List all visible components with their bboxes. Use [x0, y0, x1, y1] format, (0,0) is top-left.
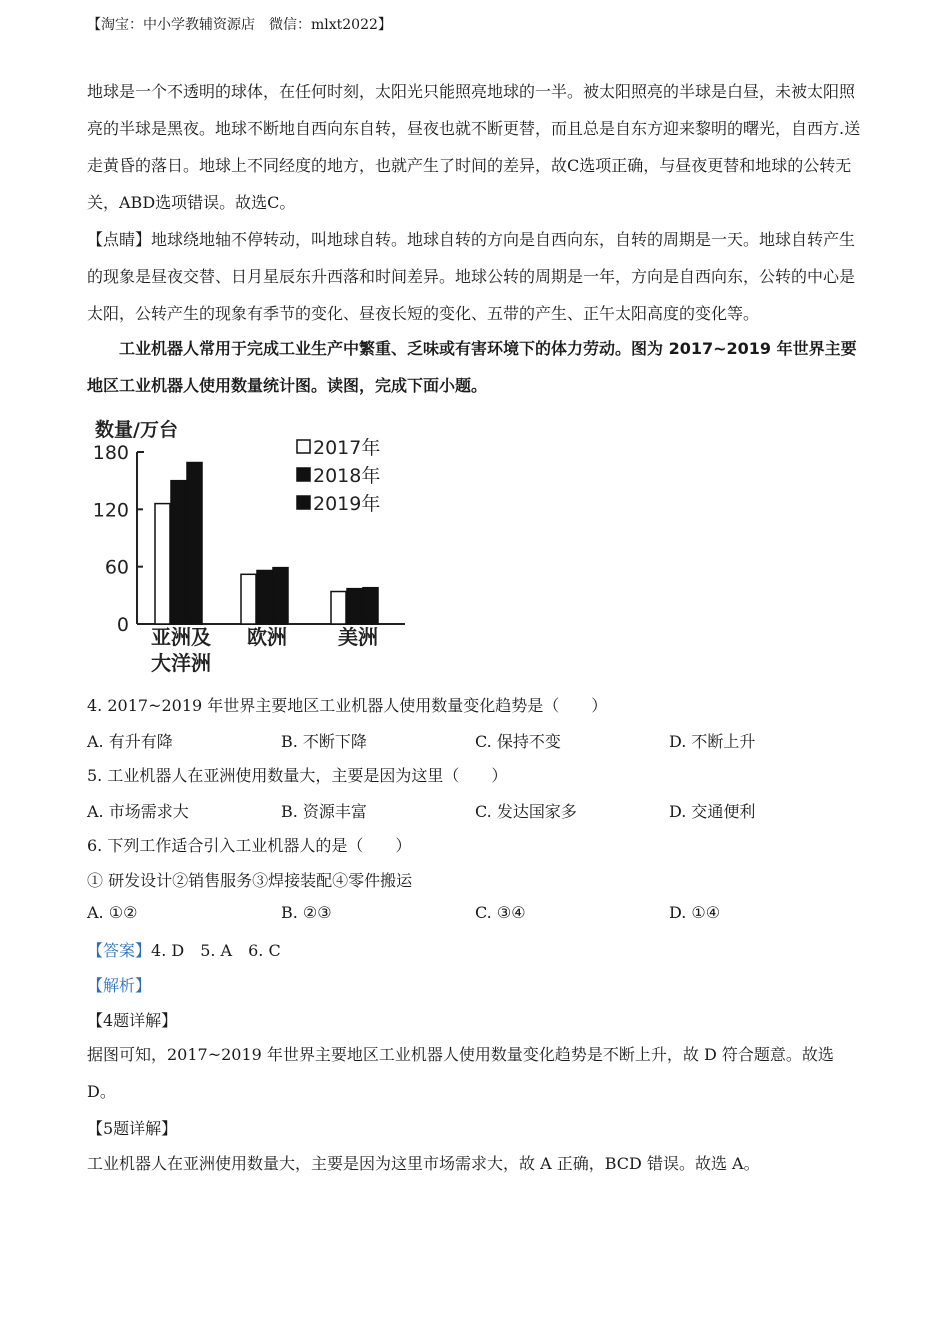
y-tick-label: 60	[104, 556, 129, 579]
tip-label: 【点睛】	[87, 230, 152, 249]
x-tick-label: 欧洲	[247, 625, 287, 649]
question-4-option-c[interactable]: C. 保持不变	[475, 732, 561, 751]
bar	[171, 481, 186, 624]
tip-block	[87, 221, 867, 332]
legend-label: 2017年	[313, 437, 381, 459]
y-tick-label: 0	[116, 614, 129, 636]
question-6-option-d[interactable]: D. ①④	[669, 903, 721, 922]
q5-detail-label: 【5题详解】	[87, 1119, 178, 1138]
question-intro-text: 工业机器人常用于完成工业生产中繁重、乏味或有害环境下的体力劳动。图为 2017~2019 年世界主要地区工业机器人使用数量统计图。读图，完成下面小题。	[87, 339, 857, 395]
x-tick-label: 美洲	[338, 625, 378, 649]
chart-legend	[297, 437, 380, 515]
question-4-stem: 4. 2017~2019 年世界主要地区工业机器人使用数量变化趋势是（ ）	[87, 696, 608, 715]
x-tick-label: 大洋洲	[151, 651, 211, 675]
tip-text: 地球绕地轴不停转动，叫地球自转。地球自转的方向是自西向东，自转的周期是一天。地球自转产生的现象是昼夜交替、日月星辰东升西落和时间差异。地球公转的周期是一年，方向是自西向东，公转的中心是太阳，公转产生的现象有季节的变化、昼夜长短的变化、五带的产生、正午太阳高度的变化等。	[87, 230, 856, 323]
y-tick-label: 180	[92, 442, 129, 464]
question-4-option-a[interactable]: A. 有升有降	[87, 732, 173, 751]
legend-swatch	[297, 468, 310, 481]
y-tick-label: 120	[92, 499, 129, 522]
question-5-option-c[interactable]: C. 发达国家多	[475, 802, 577, 821]
legend-label: 2018年	[313, 465, 381, 487]
question-6-option-b[interactable]: B. ②③	[281, 903, 332, 922]
robot-usage-bar-chart	[87, 408, 417, 683]
question-5-stem: 5. 工业机器人在亚洲使用数量大，主要是因为这里（ ）	[87, 766, 508, 785]
question-5-option-a[interactable]: A. 市场需求大	[87, 802, 189, 821]
page-header: 【淘宝：中小学教辅资源店 微信：mlxt2022】	[87, 17, 392, 33]
question-6-option-a[interactable]: A. ①②	[87, 903, 138, 922]
question-intro	[87, 330, 867, 404]
question-5-option-b[interactable]: B. 资源丰富	[281, 802, 367, 821]
analysis-label: 【解析】	[87, 976, 152, 995]
question-4-option-d[interactable]: D. 不断上升	[669, 732, 756, 751]
q4-detail-text: 据图可知，2017~2019 年世界主要地区工业机器人使用数量变化趋势是不断上升，故 D 符合题意。故选 D。	[87, 1045, 834, 1101]
bar	[363, 588, 378, 624]
previous-explanation-text: 地球是一个不透明的球体，在任何时刻，太阳光只能照亮地球的一半。被太阳照亮的半球是白昼，未被太阳照亮的半球是黑夜。地球不断地自西向东自转，昼夜也就不断更替，而且总是自东方迎来黎明的曙光，自西方.送走黄昏的落日。地球上不同经度的地方，也就产生了时间的差异，故C选项正确，与昼夜更替和地球的公转无关，ABD选项错误。故选C。	[87, 82, 861, 212]
legend-label: 2019年	[313, 493, 381, 515]
answer-line	[87, 938, 281, 961]
q5-detail-text: 工业机器人在亚洲使用数量大，主要是因为这里市场需求大，故 A 正确，BCD 错误。故选 A。	[87, 1154, 760, 1173]
x-tick-label: 亚洲及	[151, 625, 211, 649]
bar	[331, 592, 346, 624]
y-axis-label: 数量/万台	[95, 419, 178, 441]
bar	[273, 568, 288, 624]
q4-detail-label: 【4题详解】	[87, 1011, 178, 1030]
previous-explanation	[87, 73, 867, 221]
bar	[187, 463, 202, 624]
legend-swatch	[297, 496, 310, 509]
bar	[257, 570, 272, 624]
answer-label: 【答案】	[87, 941, 152, 960]
question-5-option-d[interactable]: D. 交通便利	[669, 802, 756, 821]
bar	[241, 574, 256, 624]
question-6-statements: ① 研发设计②销售服务③焊接装配④零件搬运	[87, 871, 413, 890]
q4-detail	[87, 1036, 867, 1110]
y-ticks	[93, 442, 143, 636]
legend-swatch	[297, 440, 310, 453]
answer-text: 4. D 5. A 6. C	[151, 941, 281, 960]
bar	[155, 504, 170, 624]
question-6-option-c[interactable]: C. ③④	[475, 903, 526, 922]
question-6-stem: 6. 下列工作适合引入工业机器人的是（ ）	[87, 836, 412, 855]
question-4-option-b[interactable]: B. 不断下降	[281, 732, 367, 751]
bar	[347, 589, 362, 624]
x-labels	[151, 625, 378, 675]
